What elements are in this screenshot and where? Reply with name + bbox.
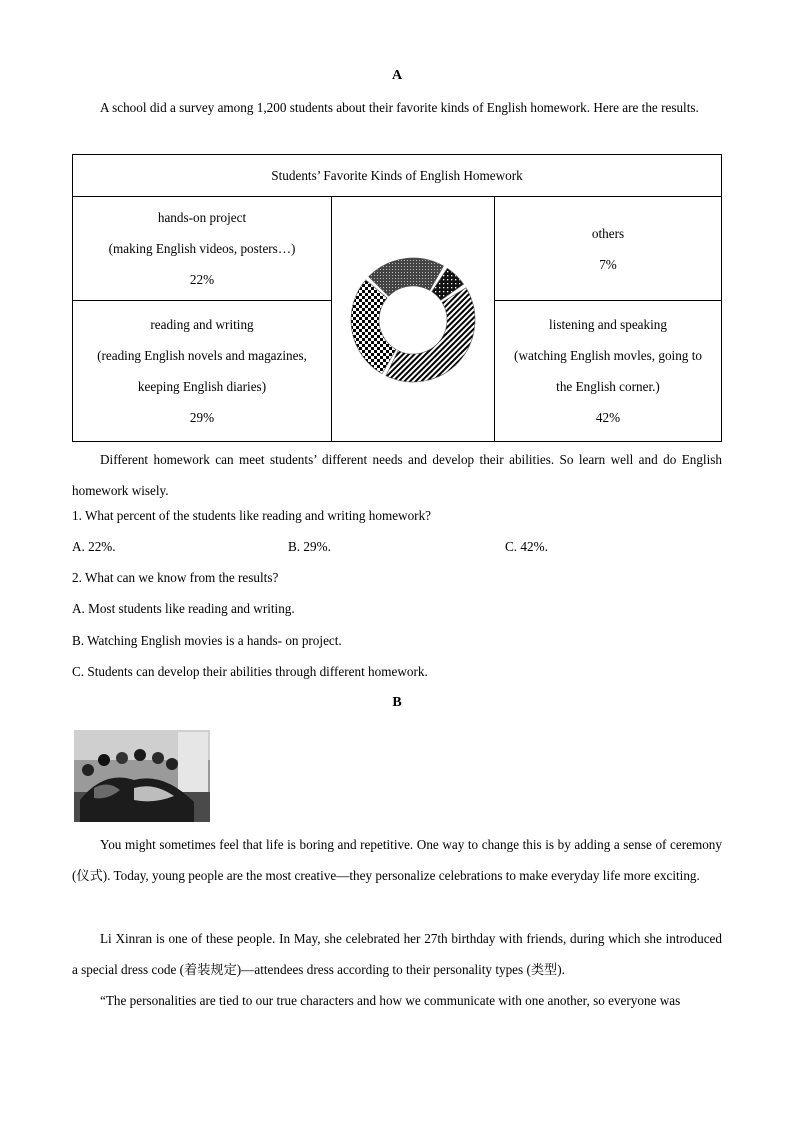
reading-percent: 29% — [189, 410, 215, 425]
reading-desc-1: (reading English novels and magazines, — [97, 348, 307, 363]
section-b-heading: B — [392, 695, 402, 710]
section-b-paragraph-2: Li Xinran is one of these people. In May, she celebrated her 27th birthday with friends, during which she introduced a special dress code (着装规定)—attendees dress according to their personality types (类型). — [72, 931, 722, 977]
q1-question: 1. What percent of the students like reading and writing homework? — [72, 508, 432, 523]
q2-option-c: C. Students can develop their abilities through different homework. — [72, 664, 428, 679]
section-a-intro: A school did a survey among 1,200 students about their favorite kinds of English homework. Here are the results. — [100, 100, 699, 115]
listening-desc-1: (watching English movles, going to — [514, 348, 702, 363]
table-title: Students’ Favorite Kinds of English Homework — [73, 155, 722, 197]
cell-reading — [73, 301, 332, 442]
q1-option-b: B. 29%. — [288, 539, 331, 554]
section-a-closing: Different homework can meet students’ different needs and develop their abilities. So learn well and do English homework wisely. — [72, 452, 722, 498]
listening-desc-2: the English corner.) — [556, 379, 660, 394]
hands-on-desc: (making English videos, posters…) — [108, 241, 296, 256]
cell-listening — [495, 301, 722, 442]
survey-table — [72, 154, 722, 442]
party-photo-illustration — [74, 730, 210, 822]
hands-on-name: hands-on project — [157, 210, 247, 225]
donut-chart — [338, 254, 488, 384]
listening-name: listening and speaking — [549, 317, 667, 332]
reading-name: reading and writing — [150, 317, 254, 332]
q2-option-b: B. Watching English movies is a hands- on project. — [72, 633, 342, 648]
hands-on-percent: 22% — [189, 272, 215, 287]
q1-option-a: A. 22%. — [72, 539, 116, 554]
chart-cell — [332, 197, 495, 442]
listening-percent: 42% — [595, 410, 621, 425]
section-a-heading: A — [391, 68, 403, 83]
q1-option-c: C. 42%. — [505, 539, 548, 554]
others-percent: 7% — [599, 256, 617, 272]
others-name: others — [591, 225, 625, 241]
reading-desc-2: keeping English diaries) — [137, 379, 267, 394]
q2-question: 2. What can we know from the results? — [72, 570, 279, 585]
cell-others — [495, 197, 722, 301]
cell-hands-on — [73, 197, 332, 301]
section-b-paragraph-1: You might sometimes feel that life is boring and repetitive. One way to change this is by adding a sense of ceremony (仪式). Today, young people are the most creative—they personalize celebrations to make everyday life more exciting. — [72, 837, 722, 883]
party-photo — [74, 730, 210, 822]
section-b-paragraph-3: “The personalities are tied to our true characters and how we communicate with one another, so everyone was — [100, 993, 681, 1008]
q2-option-a: A. Most students like reading and writing. — [72, 601, 295, 616]
slice-listening — [386, 288, 475, 382]
